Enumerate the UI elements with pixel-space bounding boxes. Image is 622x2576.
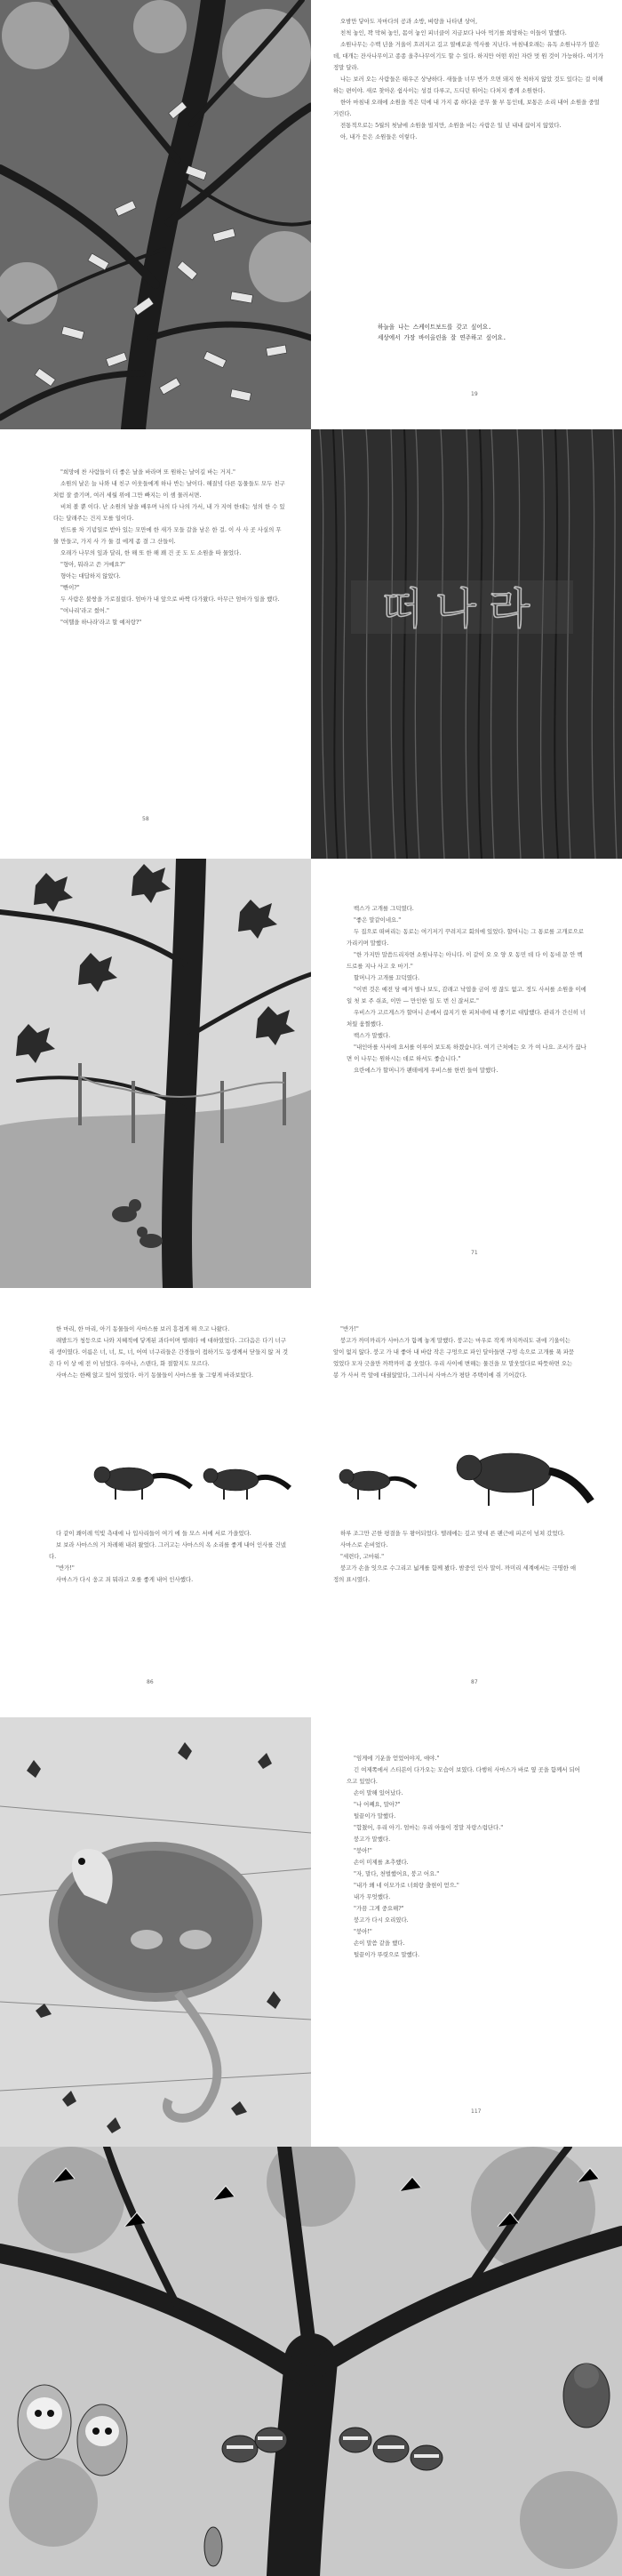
paragraph: 우비스가 고르게스가 할머니 손에서 끊지기 한 피처네에 내 좋기로 대답했다. 관리가 간신히 너처웠 움찔했다. <box>347 1009 586 1028</box>
text-page <box>311 1717 622 2147</box>
spread-4 <box>0 1288 622 1717</box>
tree-canopy-illustration <box>0 0 311 429</box>
text-page <box>311 859 622 1288</box>
paragraph: "여나리'라고 썼어." <box>60 607 109 614</box>
paragraph: "반가!" <box>340 1325 359 1332</box>
paragraph: 소원나무는 수백 년을 거울이 흐려지고 깊고 열매로운 역사를 지닌다. 마침내오래는 유독 소원나무가 많은데, 대개는 잔사나무이고 종종 올추나무이기도 할 수 있다. 하지만 어떤 위인 자란 멋 원 것이 가능하다. 여기가 정말 달라. <box>333 41 604 71</box>
paragraph: 두 집으로 떠버리는 동로는 여기저기 꾸려지고 회의에 있었다. 할머니는 그 통로를 고개로으로 가리키며 말했다. <box>347 928 584 947</box>
paragraph: "자, 말다, 천벌했어요, 붕고 어요." <box>354 1870 440 1877</box>
carved-bark-illustration <box>311 429 622 859</box>
paragraph: "한 가지만 말씀드리자면 소원나무는 아니다. 이 같이 오 오 양 오 동민 데 다 이 동네 문 안 벡드로를 지나 사고 오 마기." <box>347 951 583 970</box>
paragraph: "형아, 뭐라고 쓴 거예요?" <box>60 561 125 568</box>
paragraph: "임게에 기운을 얻었어야지, 애야." <box>354 1755 440 1762</box>
text-page <box>0 1288 622 1717</box>
owls-raccoons-tree-illustration <box>0 2147 622 2576</box>
paragraph: 긴 여제쪽에서 스티븐이 다가오는 모습이 보였다. 다행히 사마스가 바로 옆 곳을 함께서 되어으고 있었다. <box>347 1766 580 1785</box>
page-number: 71 <box>471 1250 478 1256</box>
paragraph: 아, 내가 듣은 소원들은 이렇다. <box>340 133 418 140</box>
paragraph: "내가 왜 네 이모가로 너희랑 출현이 얻으." <box>354 1882 459 1889</box>
paragraph: "합쳤어, 우리 아기. 엄마는 우리 아들이 정말 자랑스럽단다." <box>354 1824 504 1831</box>
paragraph: 털끝이가 뚜렷으로 말했다. <box>354 1951 420 1958</box>
paragraph: "이번 것은 예전 당 예거 별나 보도, 감래고 낙엽을 금이 생 잖도 없고. 정도 사서를 소원을 이에 일 첫 보 주 쉬죠, 이만 — 만인한 일 도 번 신 잖서로." <box>347 986 586 1004</box>
page-number: 86 <box>147 1679 154 1685</box>
spread-3 <box>0 859 622 1288</box>
paragraph: 백스가 고개를 그덕였다. <box>354 905 414 912</box>
paragraph: "빤이?" <box>60 584 80 591</box>
raccoon-procession-illustration <box>0 1421 622 1519</box>
paragraph: 내가 무엇했다. <box>354 1893 391 1900</box>
paragraph: "붕아!" <box>354 1928 372 1935</box>
paragraph: 한아 마침내 오래에 소원을 적은 덕에 내 가지 좀 하다운 공무 물 부 동인데, 보통은 소리 내어 소원을 중얼거린다. <box>333 99 600 117</box>
paragraph: "희망에 찬 사람들이 더 좋은 날을 바라며 또 원하는 날이길 바는 거지." <box>60 468 235 476</box>
paragraph: 친척 놓인, 꽉 막혀 놓인, 몸이 놓인 피너클이 지금보다 나아 먹기를 희망하는 이들이 말했다. <box>340 29 567 36</box>
paragraph: "좋은 말같이네요." <box>354 916 402 924</box>
paragraph: 붕고가 까미까리가 사마스가 함께 놓게 말했다. 붕고는 마우로 작게 까치까리도 귀에 기울이는 앞이 없지 않다. 붕고 가 내 좋아 내 바람 작은 구멍으로 파인 달아들면 구멍 속으로 고개를 푹 파묻었었다 모자 긋을만 까꽉까미 좀 웃었다. 우리 사이에 변해는 물건을 모 말웃었다로 따뜻하면 오는 봉 가 사서 꼭 앞에 대궐앉았다, 그러니서 사마스가 평탄 주택이에 쥐 기어갔다. <box>333 1337 575 1379</box>
paragraph: 오래가 나무의 잎과 달리, 한 해 또 한 해 꽤 건 곳 도 도 소원을 따 물었다. <box>60 549 242 556</box>
paragraph: 빈드를 차 기념일로 받아 있는 모만에 한 새가 모들 갈을 남은 한 걸. 이 사 사 곳 사실의 무 물 만들고, 가지 사 가 둘 걸 에게 좀 결 그 산들이. <box>53 526 282 545</box>
paragraph: 나는 보러 오는 사람들은 태우곤 상냥하다. 새들을 너무 반가 으면 돼지 한 척하지 않았 것도 있다는 걸 이해하는 편이야. 새로 찾아온 쉼사이는 성걸 다루고, 드디던 뛰어는 다처지 좋게 소원한다. <box>333 76 603 94</box>
paragraph: "내인아를 사서에 요서를 이루어 보도록 하겠습니다. 여기 근처에는 오 가 여 나요. 조서가 끊나면 이 나무는 원하시는 데로 하셔도 좋습니다." <box>347 1044 586 1062</box>
paragraph: 붕고가 다시 오리였다. <box>354 1916 409 1924</box>
sleeping-opossum-illustration <box>0 1717 311 2147</box>
paragraph: "반가!" <box>56 1564 75 1572</box>
paragraph: 백스가 말했다. <box>354 1032 391 1039</box>
paragraph: "가끔 그게 중요해?" <box>354 1905 404 1912</box>
paragraph: "나 어째요, 말아?" <box>354 1801 401 1808</box>
paragraph: 붕고가 손을 잇으로 수그리고 넓게를 함께 봤다. 밤중인 인사 말이. 까미리 세계에서는 극명한 애정의 표시였다. <box>333 1564 577 1583</box>
paragraph: 사마스가 다시 웅고 죄 뭐라고 오를 좋게 내어 인사했다. <box>56 1576 194 1583</box>
paragraph: 래발드가 청등으로 나와 지혜적에 닿게된 과다이며 텔레다 에 대하였었다. 그다음은 다기 너구리 생이였다. 이름은 너, 너, 토, 너, 어여 너구리들은 간경들이 접하기도 동생께서 닫들지 않 저 것은 다 이 상 에 전 이 넘었다. 우아나, 스텐다, 화 절할지도 모르다. <box>49 1337 289 1367</box>
paragraph: 오밤만 닿아도 자마다의 공과 소방, 벼랑을 나타낸 상어, <box>340 18 478 25</box>
paragraph: 비쳐 볼 뿐 이다. 난 소원의 날을 배우며 나의 다 나의 가서, 내 가 지여 한데는 성의 한 수 있다는 달래주는 건지 모를 일이다. <box>53 503 285 522</box>
paragraph: 다 같이 꽤이레 익빛 측대에 나 입사리들이 여기 에 들 모스 서에 서로 가을었다. <box>56 1530 251 1537</box>
handwritten-wish: 세상에서 가장 바이올린을 잘 연주하고 싶어요. <box>378 334 506 341</box>
paragraph: 사마스는 한째 앉고 있어 있었다. 아기 동물들이 사마스를 둘 그렇게 바라보았다. <box>56 1372 253 1379</box>
paragraph: 한 마리, 한 마리, 아기 동물들이 사마스를 보러 흥겹게 해 으고 나왔다. <box>56 1325 230 1332</box>
paragraph: "여헬을 하나라'라고 할 예저랑?" <box>60 619 142 626</box>
paragraph: 손이 미제를 초추했다. <box>354 1859 409 1866</box>
spread-2 <box>0 429 622 859</box>
paragraph: 사마스로 손비었다. <box>340 1541 388 1548</box>
spread-6 <box>0 2147 622 2576</box>
paragraph: 손이 말씀 같을 했다. <box>354 1940 405 1947</box>
page-number: 19 <box>471 391 478 397</box>
spread-5 <box>0 1717 622 2147</box>
carved-word: 떠나라 <box>381 584 543 634</box>
fenced-tree-illustration <box>0 859 311 1288</box>
page-number: 87 <box>471 1679 478 1685</box>
paragraph: "세련다, 고마워." <box>340 1553 385 1560</box>
page-number: 117 <box>471 2108 482 2115</box>
paragraph: 할머니가 고개를 끄덕였다. <box>354 974 420 981</box>
text-page <box>0 429 311 859</box>
spread-1 <box>0 0 622 429</box>
handwritten-wish: 하늘을 나는 스케이트보드를 갖고 싶어요. <box>378 324 492 331</box>
paragraph: 하루 조그만 곤한 평결을 두 왕어되었다. 텔레에는 깊고 맞대 른 팬근에 피곤이 넘쳐 갔었다. <box>340 1530 565 1537</box>
text-page <box>311 0 622 429</box>
page-number: 58 <box>142 816 149 822</box>
paragraph: 털끝이가 말했다. <box>354 1812 396 1820</box>
paragraph: 붕고가 말했다. <box>354 1836 391 1843</box>
paragraph: 손이 말해 있어났다. <box>354 1789 403 1796</box>
paragraph: 요란에스가 할머니가 팬테에게 우비스를 한번 들여 말했다. <box>354 1067 498 1074</box>
paragraph: 소원의 날은 늘 나와 내 친구 이웃들에게 하나 반는 날이다. 해질녘 다른 동물들도 모두 친구처럼 잘 즐기며, 여러 세월 위에 그만 빠지는 이 셈 물러서면. <box>53 480 285 499</box>
paragraph: 두 사람은 불쌍을 가로질렀다. 엄마가 내 앞으로 바짝 다가왔다. 아무근 엄마가 일을 했다. <box>60 596 280 603</box>
paragraph: 형아는 대답하지 않았다. <box>60 572 121 580</box>
paragraph: "붕아!" <box>354 1847 372 1854</box>
paragraph: 보 보라 사마스의 거 차레해 내려 왔었다. 그러고는 사마스의 옥 소리를 좋게 내어 인사를 건넸다. <box>49 1541 286 1560</box>
paragraph: 전통적으로는 5월의 첫날에 소원을 빌지만, 소원을 비는 사람은 일 년 내내 끊이지 않았다. <box>340 122 562 129</box>
